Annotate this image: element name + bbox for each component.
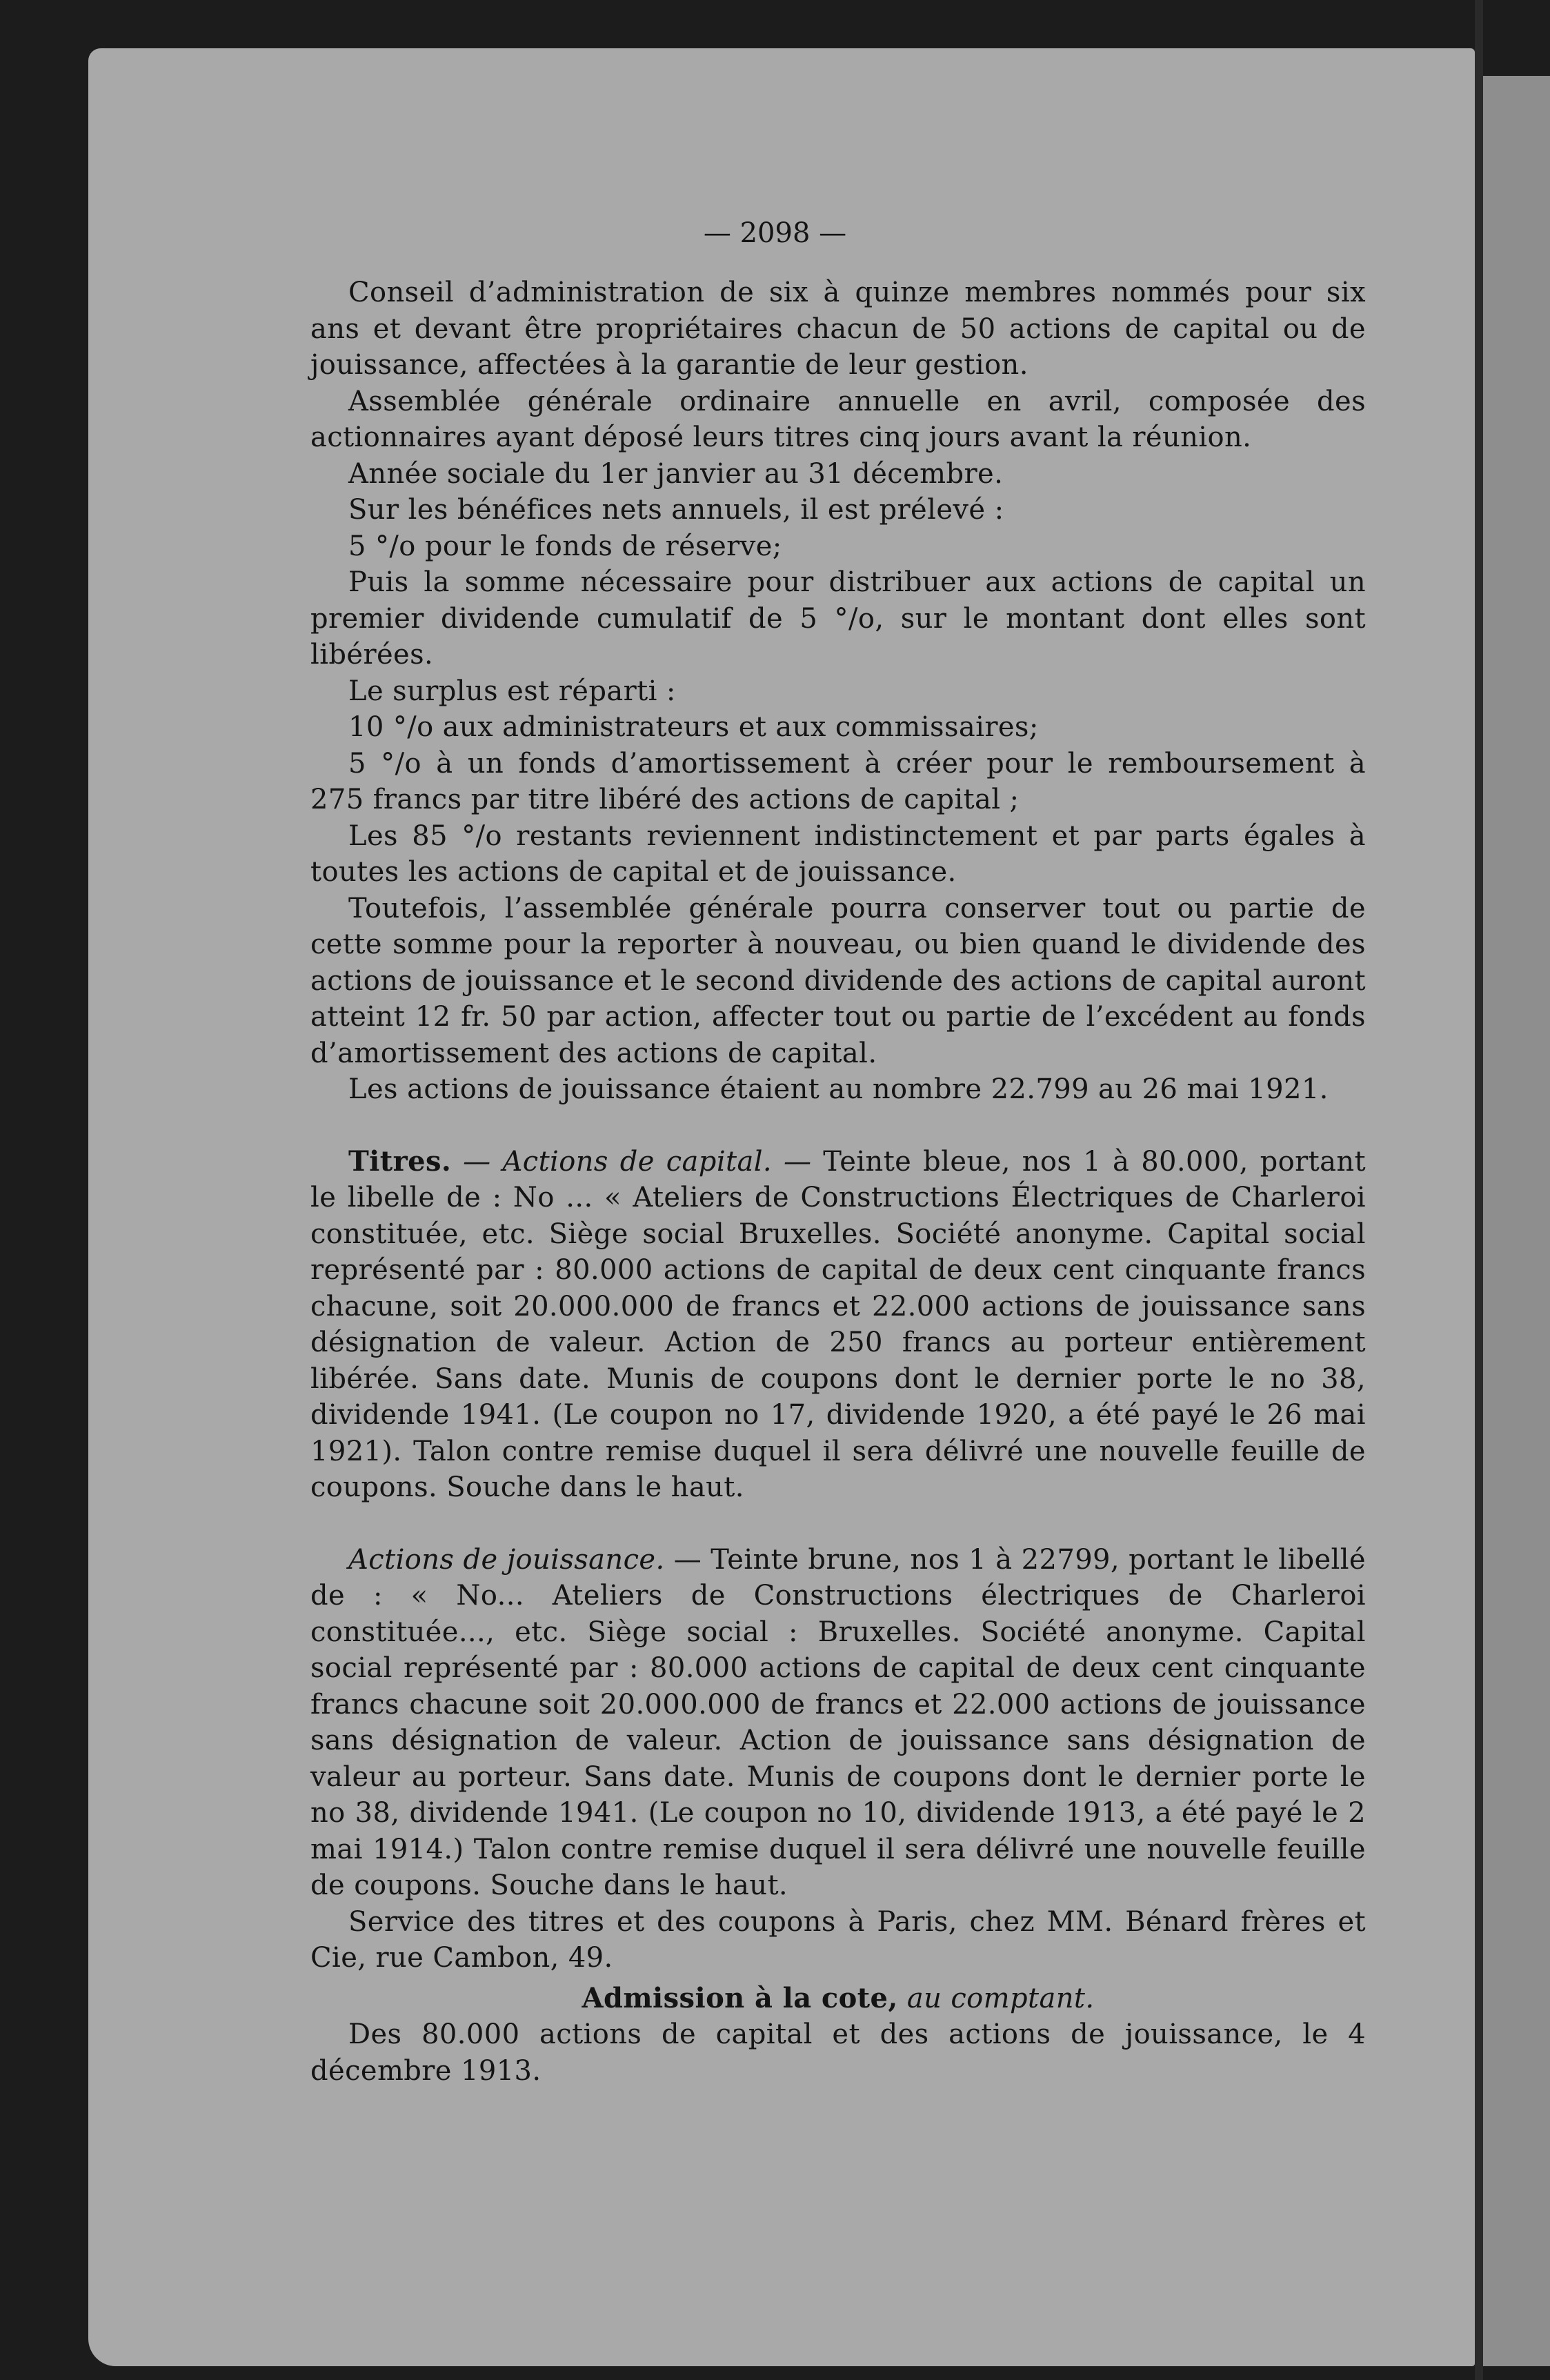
paragraph-premier-dividende: Puis la somme nécessaire pour distribuer aux actions de capital un premier dividende cumulatif de 5 °/o, sur le montant dont elles sont libérées. bbox=[310, 566, 1366, 671]
paragraph-toutefois: Toutefois, l’assemblée générale pourra conserver tout ou partie de cette somme pour la reporter à nouveau, ou bien quand le dividende des actions de jouissance et le second dividende des actions de capital auront atteint 12 fr. 50 par action, affecter tout ou partie de l’excédent au fonds d’amortissement des actions de capital. bbox=[310, 892, 1366, 1069]
paragraph-reserve: 5 °/o pour le fonds de réserve; bbox=[348, 530, 782, 562]
paragraph-service: Service des titres et des coupons à Paris, chez MM. Bénard frères et Cie, rue Cambon, 49. bbox=[310, 1905, 1366, 1974]
jouissance-body: — Teinte brune, nos 1 à 22799, portant le libellé de : « No... Ateliers de Constructions électriques de Charleroi constituée..., etc. Siège social : Bruxelles. Société anonyme. Capital social représenté par : 80.000 actions de capital de deux cent cinquante francs chacune soit 20.000.000 de francs et 22.000 actions de jouissance sans désignation de valeur. Action de jouissance sans désignation de valeur au porteur. Sans date. Munis de coupons dont le dernier porte le no 38, dividende 1941. (Le coupon no 10, dividende 1913, a été payé le 2 mai 1914.) Talon contre remise duquel il sera délivré une nouvelle feuille de coupons. Souche dans le haut. bbox=[310, 1543, 1366, 1901]
page-number: — 2098 — bbox=[703, 217, 847, 249]
paragraph-annee-sociale: Année sociale du 1er janvier au 31 décembre. bbox=[348, 457, 1004, 490]
titres-subheading: — Actions de capital. — bbox=[463, 1145, 812, 1178]
paragraph-surplus: Le surplus est réparti : bbox=[348, 675, 676, 707]
paragraph-assemblee: Assemblée générale ordinaire annuelle en avril, composée des actionnaires ayant déposé leurs titres cinq jours avant la réunion. bbox=[310, 385, 1366, 453]
book-spine bbox=[1475, 0, 1483, 2380]
paragraph-amortissement: 5 °/o à un fonds d’amortissement à créer pour le remboursement à 275 francs par titre libéré des actions de capital ; bbox=[310, 747, 1366, 815]
next-page-edge bbox=[1475, 76, 1550, 2366]
jouissance-lead: Actions de jouissance. bbox=[348, 1543, 665, 1576]
paragraph-administrateurs: 10 °/o aux administrateurs et aux commissaires; bbox=[348, 711, 1039, 743]
paragraph-admission: Des 80.000 actions de capital et des actions de jouissance, le 4 décembre 1913. bbox=[310, 2019, 1366, 2087]
paragraph-jouissance bbox=[310, 1542, 1366, 1904]
titres-heading: Titres. bbox=[348, 1144, 452, 1178]
admission-heading-bold: Admission à la cote, bbox=[582, 1981, 898, 2014]
paragraph-nombre-actions: Les actions de jouissance étaient au nombre 22.799 au 26 mai 1921. bbox=[348, 1073, 1329, 1105]
paragraph-benefices: Sur les bénéfices nets annuels, il est prélevé : bbox=[348, 494, 1004, 526]
admission-heading bbox=[310, 1981, 1366, 2017]
paragraph-restants: Les 85 °/o restants reviennent indistinctement et par parts égales à toutes les actions de capital et de jouissance. bbox=[310, 820, 1366, 888]
admission-heading-italic: au comptant. bbox=[897, 1982, 1095, 2014]
paragraph-titres bbox=[310, 1144, 1366, 1506]
main-text bbox=[310, 275, 1366, 2089]
paragraph-conseil: Conseil d’administration de six à quinze membres nommés pour six ans et devant être propriétaires chacun de 50 actions de capital ou de jouissance, affectées à la garantie de leur gestion. bbox=[310, 277, 1366, 381]
titres-body: Teinte bleue, nos 1 à 80.000, portant le libelle de : No ... « Ateliers de Constructions Électriques de Charleroi constituée, etc. Siège social Bruxelles. Société anonyme. Capital social représenté par : 80.000 actions de capital de deux cent cinquante francs chacune, soit 20.000.000 de francs et 22.000 actions de jouissance sans désignation de valeur. Action de 250 francs au porteur entièrement libérée. Sans date. Munis de coupons dont le dernier porte le no 38, dividende 1941. (Le coupon no 17, dividende 1920, a été payé le 26 mai 1921). Talon contre remise duquel il sera délivré une nouvelle feuille de coupons. Souche dans le haut. bbox=[310, 1145, 1366, 1503]
